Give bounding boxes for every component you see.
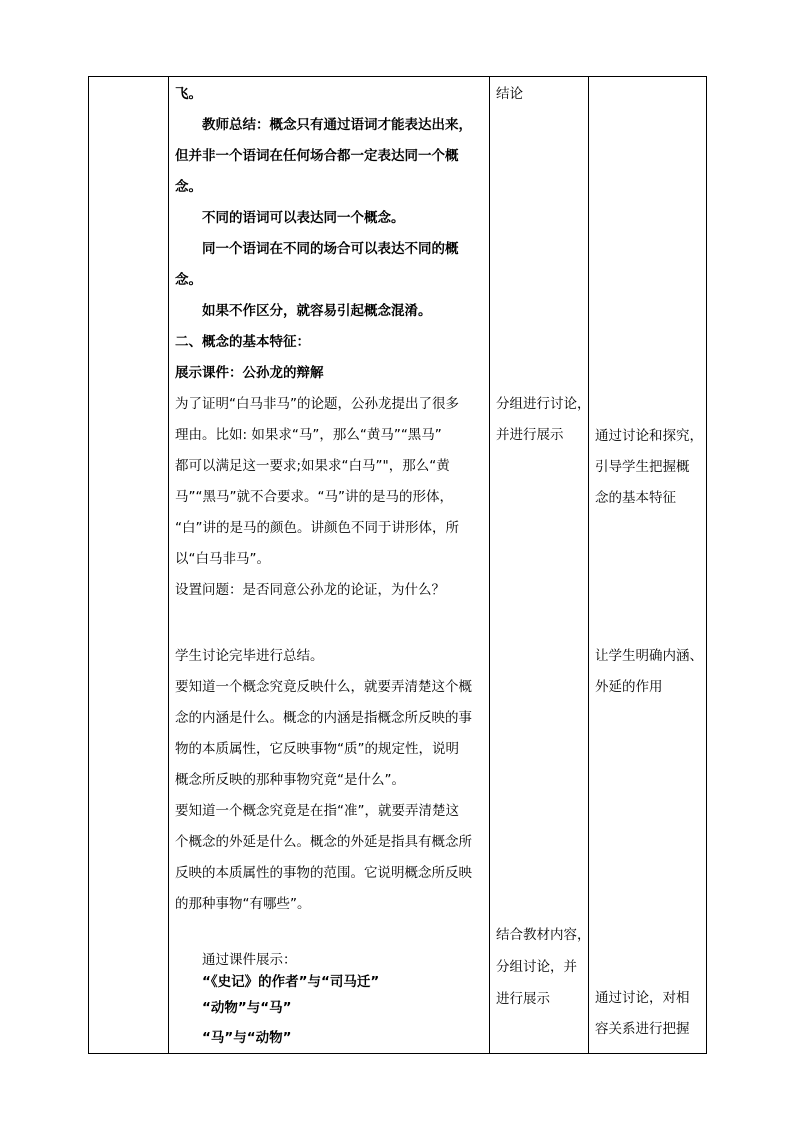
content-line: “白”讲的是马的颜色。讲颜色不同于讲形体，所 [175,520,459,536]
content-line: 马”“黑马”就不合要求。“马”讲的是马的形体， [175,489,453,505]
content-line: 理由。比如: 如果求“马”，那么“黄马”“黑马” [175,427,442,443]
lesson-plan-table [88,76,707,1054]
content-line: 念。 [175,272,202,288]
intent-line: 引导学生把握概 [595,459,690,475]
content-line: 念。 [175,179,202,195]
content-line: 为了证明“白马非马”的论题，公孙龙提出了很多 [175,396,459,412]
content-line: 学生讨论完毕进行总结。 [175,648,324,664]
intent-line: 容关系进行把握 [595,1021,690,1037]
table-cell-col1 [89,77,168,1053]
content-line: 个概念的外延是什么。概念的外延是指具有概念所 [175,834,472,850]
activity-line: 并进行展示 [496,427,564,443]
table-cell-student-activity [490,77,591,1053]
content-line: 但并非一个语词在任何场合都一定表达同一个概 [175,148,459,164]
intent-line: 通过讨论，对相 [595,990,690,1006]
example-pair: “动物”与“马” [202,1000,292,1016]
table-cell-design-intent [589,77,707,1053]
content-line: 展示课件：公孙龙的辩解 [175,365,324,381]
activity-line: 进行展示 [496,991,550,1007]
content-line: 物的本质属性，它反映事物“质”的规定性，说明 [175,741,459,757]
content-line: 要知道一个概念究竟是在指“准”，就要弄清楚这 [175,803,459,819]
content-line: 以“白马非马”。 [175,551,270,567]
intent-line: 通过讨论和探究， [595,428,703,444]
content-line: 的那种事物“有哪些”。 [175,896,311,912]
section-heading: 二、概念的基本特征： [175,334,310,350]
example-pair: “《史记》的作者”与“司马迁” [202,974,380,990]
content-line: 教师总结：概念只有通过语词才能表达出来， [202,117,472,133]
content-line: 反映的本质属性的事物的范围。它说明概念所反映 [175,865,472,881]
intent-line: 让学生明确内涵、 [595,648,703,664]
content-line: 念的内涵是什么。概念的内涵是指概念所反映的事 [175,710,472,726]
table-cell-teaching-content [169,77,489,1053]
content-line: 设置问题：是否同意公孙龙的论证，为什么？ [175,582,445,598]
intent-line: 外延的作用 [595,679,663,695]
content-line: 概念所反映的那种事物究竟“是什么”。 [175,772,405,788]
content-line: 不同的语词可以表达同一个概念。 [202,210,405,226]
activity-line: 分组讨论，并 [496,959,577,975]
content-line: 通过课件展示： [202,952,297,968]
content-line: 如果不作区分，就容易引起概念混淆。 [202,303,432,319]
activity-line: 结论 [496,86,523,102]
intent-line: 念的基本特征 [595,490,676,506]
content-line: 飞。 [175,86,202,102]
activity-line: 分组进行讨论， [496,396,591,412]
activity-line: 结合教材内容， [496,927,591,943]
example-pair: “马”与“动物” [202,1030,292,1046]
content-line: 要知道一个概念究竟反映什么，就要弄清楚这个概 [175,679,472,695]
content-line: 同一个语词在不同的场合可以表达不同的概 [202,241,459,257]
content-line: 都可以满足这一要求;如果求“白马”"，那么“黄 [175,458,450,474]
